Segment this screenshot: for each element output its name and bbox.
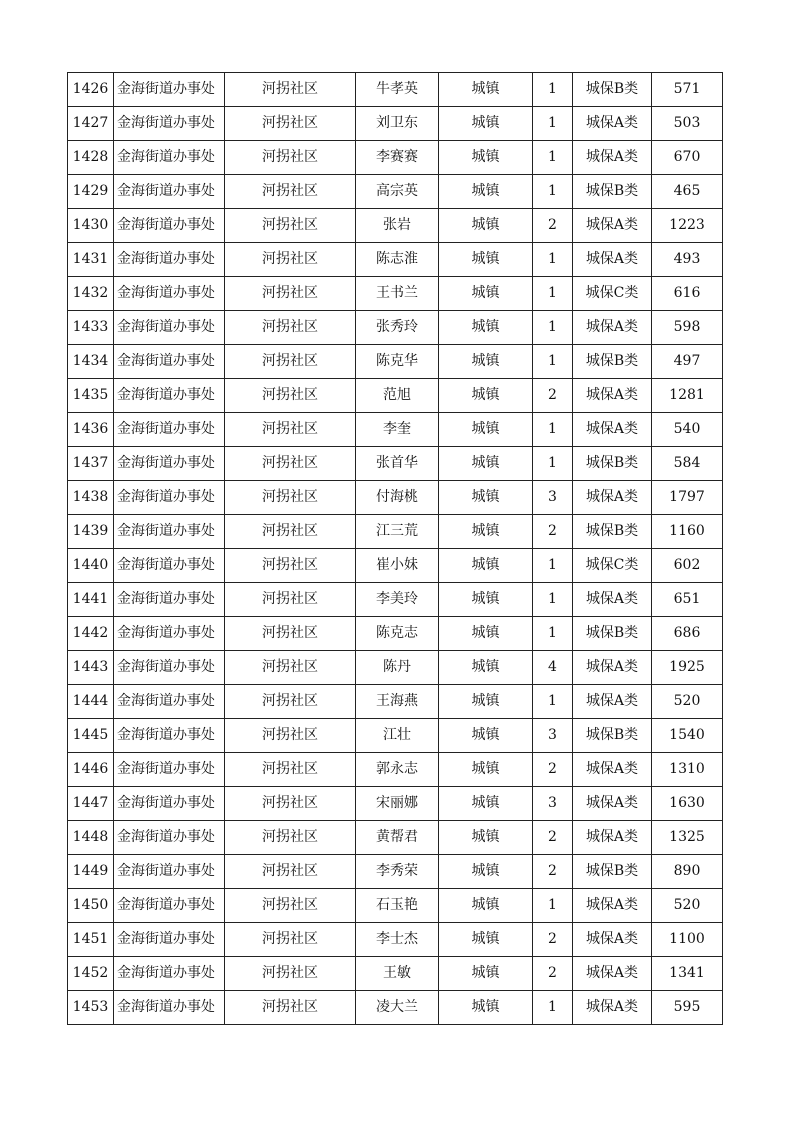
street-office-cell: 金海街道办事处	[114, 209, 225, 243]
community-cell: 河拐社区	[225, 889, 356, 923]
category-cell: 城保A类	[573, 311, 652, 345]
category-cell: 城保A类	[573, 821, 652, 855]
residence-type-cell: 城镇	[439, 107, 533, 141]
residence-type-cell: 城镇	[439, 379, 533, 413]
row-number-cell: 1441	[68, 583, 114, 617]
row-number-cell: 1437	[68, 447, 114, 481]
community-cell: 河拐社区	[225, 515, 356, 549]
name-cell: 陈克志	[356, 617, 439, 651]
row-number-cell: 1432	[68, 277, 114, 311]
name-cell: 李奎	[356, 413, 439, 447]
community-cell: 河拐社区	[225, 991, 356, 1025]
street-office-cell: 金海街道办事处	[114, 957, 225, 991]
table-row	[68, 957, 723, 991]
row-number-cell: 1434	[68, 345, 114, 379]
row-number-cell: 1430	[68, 209, 114, 243]
row-number-cell: 1446	[68, 753, 114, 787]
name-cell: 张首华	[356, 447, 439, 481]
amount-cell: 1797	[652, 481, 723, 515]
residence-type-cell: 城镇	[439, 73, 533, 107]
row-number-cell: 1433	[68, 311, 114, 345]
category-cell: 城保B类	[573, 515, 652, 549]
street-office-cell: 金海街道办事处	[114, 583, 225, 617]
category-cell: 城保A类	[573, 957, 652, 991]
name-cell: 刘卫东	[356, 107, 439, 141]
community-cell: 河拐社区	[225, 107, 356, 141]
row-number-cell: 1452	[68, 957, 114, 991]
row-number-cell: 1439	[68, 515, 114, 549]
category-cell: 城保B类	[573, 73, 652, 107]
street-office-cell: 金海街道办事处	[114, 889, 225, 923]
residence-type-cell: 城镇	[439, 821, 533, 855]
household-count-cell: 1	[533, 685, 573, 719]
household-count-cell: 3	[533, 787, 573, 821]
residence-type-cell: 城镇	[439, 753, 533, 787]
table-row	[68, 243, 723, 277]
community-cell: 河拐社区	[225, 311, 356, 345]
table-row	[68, 107, 723, 141]
row-number-cell: 1431	[68, 243, 114, 277]
table-row	[68, 141, 723, 175]
name-cell: 李秀荣	[356, 855, 439, 889]
row-number-cell: 1453	[68, 991, 114, 1025]
name-cell: 李士杰	[356, 923, 439, 957]
table-row	[68, 821, 723, 855]
table-row	[68, 889, 723, 923]
name-cell: 宋丽娜	[356, 787, 439, 821]
table-row	[68, 311, 723, 345]
residence-type-cell: 城镇	[439, 141, 533, 175]
table-row	[68, 923, 723, 957]
name-cell: 张岩	[356, 209, 439, 243]
amount-cell: 497	[652, 345, 723, 379]
street-office-cell: 金海街道办事处	[114, 855, 225, 889]
row-number-cell: 1429	[68, 175, 114, 209]
category-cell: 城保B类	[573, 855, 652, 889]
category-cell: 城保B类	[573, 345, 652, 379]
amount-cell: 1160	[652, 515, 723, 549]
category-cell: 城保A类	[573, 141, 652, 175]
residence-type-cell: 城镇	[439, 447, 533, 481]
street-office-cell: 金海街道办事处	[114, 719, 225, 753]
street-office-cell: 金海街道办事处	[114, 175, 225, 209]
residence-type-cell: 城镇	[439, 617, 533, 651]
street-office-cell: 金海街道办事处	[114, 923, 225, 957]
street-office-cell: 金海街道办事处	[114, 481, 225, 515]
category-cell: 城保A类	[573, 413, 652, 447]
household-count-cell: 4	[533, 651, 573, 685]
household-count-cell: 3	[533, 481, 573, 515]
category-cell: 城保A类	[573, 243, 652, 277]
household-count-cell: 1	[533, 345, 573, 379]
residence-type-cell: 城镇	[439, 515, 533, 549]
name-cell: 高宗英	[356, 175, 439, 209]
community-cell: 河拐社区	[225, 685, 356, 719]
amount-cell: 1281	[652, 379, 723, 413]
category-cell: 城保A类	[573, 753, 652, 787]
household-count-cell: 1	[533, 889, 573, 923]
row-number-cell: 1444	[68, 685, 114, 719]
household-count-cell: 1	[533, 549, 573, 583]
street-office-cell: 金海街道办事处	[114, 991, 225, 1025]
community-cell: 河拐社区	[225, 277, 356, 311]
residence-type-cell: 城镇	[439, 957, 533, 991]
street-office-cell: 金海街道办事处	[114, 821, 225, 855]
residence-type-cell: 城镇	[439, 855, 533, 889]
household-count-cell: 1	[533, 175, 573, 209]
household-count-cell: 2	[533, 855, 573, 889]
category-cell: 城保A类	[573, 787, 652, 821]
table-row	[68, 175, 723, 209]
name-cell: 王敏	[356, 957, 439, 991]
household-count-cell: 1	[533, 447, 573, 481]
household-count-cell: 2	[533, 821, 573, 855]
community-cell: 河拐社区	[225, 719, 356, 753]
household-count-cell: 2	[533, 753, 573, 787]
amount-cell: 1325	[652, 821, 723, 855]
community-cell: 河拐社区	[225, 855, 356, 889]
name-cell: 陈志淮	[356, 243, 439, 277]
household-count-cell: 1	[533, 277, 573, 311]
community-cell: 河拐社区	[225, 481, 356, 515]
residence-type-cell: 城镇	[439, 651, 533, 685]
table-row	[68, 447, 723, 481]
community-cell: 河拐社区	[225, 141, 356, 175]
table-body	[68, 73, 723, 1025]
amount-cell: 670	[652, 141, 723, 175]
street-office-cell: 金海街道办事处	[114, 107, 225, 141]
name-cell: 张秀玲	[356, 311, 439, 345]
amount-cell: 1341	[652, 957, 723, 991]
amount-cell: 1223	[652, 209, 723, 243]
category-cell: 城保A类	[573, 209, 652, 243]
amount-cell: 890	[652, 855, 723, 889]
amount-cell: 595	[652, 991, 723, 1025]
amount-cell: 493	[652, 243, 723, 277]
roster-table	[67, 72, 723, 1025]
community-cell: 河拐社区	[225, 447, 356, 481]
table-row	[68, 583, 723, 617]
street-office-cell: 金海街道办事处	[114, 447, 225, 481]
street-office-cell: 金海街道办事处	[114, 345, 225, 379]
category-cell: 城保A类	[573, 107, 652, 141]
table-row	[68, 991, 723, 1025]
residence-type-cell: 城镇	[439, 277, 533, 311]
category-cell: 城保A类	[573, 991, 652, 1025]
category-cell: 城保B类	[573, 175, 652, 209]
row-number-cell: 1428	[68, 141, 114, 175]
table-row	[68, 787, 723, 821]
street-office-cell: 金海街道办事处	[114, 141, 225, 175]
row-number-cell: 1426	[68, 73, 114, 107]
name-cell: 李美玲	[356, 583, 439, 617]
amount-cell: 1310	[652, 753, 723, 787]
community-cell: 河拐社区	[225, 73, 356, 107]
community-cell: 河拐社区	[225, 583, 356, 617]
street-office-cell: 金海街道办事处	[114, 379, 225, 413]
row-number-cell: 1440	[68, 549, 114, 583]
street-office-cell: 金海街道办事处	[114, 753, 225, 787]
street-office-cell: 金海街道办事处	[114, 243, 225, 277]
residence-type-cell: 城镇	[439, 549, 533, 583]
community-cell: 河拐社区	[225, 549, 356, 583]
street-office-cell: 金海街道办事处	[114, 413, 225, 447]
amount-cell: 602	[652, 549, 723, 583]
household-count-cell: 2	[533, 515, 573, 549]
community-cell: 河拐社区	[225, 243, 356, 277]
name-cell: 陈克华	[356, 345, 439, 379]
community-cell: 河拐社区	[225, 923, 356, 957]
table-row	[68, 277, 723, 311]
row-number-cell: 1450	[68, 889, 114, 923]
name-cell: 石玉艳	[356, 889, 439, 923]
amount-cell: 520	[652, 889, 723, 923]
household-count-cell: 1	[533, 617, 573, 651]
community-cell: 河拐社区	[225, 821, 356, 855]
street-office-cell: 金海街道办事处	[114, 311, 225, 345]
amount-cell: 584	[652, 447, 723, 481]
name-cell: 江三荒	[356, 515, 439, 549]
amount-cell: 520	[652, 685, 723, 719]
table-row	[68, 617, 723, 651]
community-cell: 河拐社区	[225, 787, 356, 821]
category-cell: 城保A类	[573, 923, 652, 957]
residence-type-cell: 城镇	[439, 413, 533, 447]
community-cell: 河拐社区	[225, 753, 356, 787]
residence-type-cell: 城镇	[439, 345, 533, 379]
amount-cell: 598	[652, 311, 723, 345]
amount-cell: 571	[652, 73, 723, 107]
table-row	[68, 515, 723, 549]
table-row	[68, 379, 723, 413]
street-office-cell: 金海街道办事处	[114, 277, 225, 311]
name-cell: 范旭	[356, 379, 439, 413]
table-row	[68, 73, 723, 107]
residence-type-cell: 城镇	[439, 243, 533, 277]
category-cell: 城保A类	[573, 685, 652, 719]
table-row	[68, 413, 723, 447]
table-row	[68, 345, 723, 379]
residence-type-cell: 城镇	[439, 481, 533, 515]
category-cell: 城保A类	[573, 889, 652, 923]
amount-cell: 503	[652, 107, 723, 141]
category-cell: 城保A类	[573, 583, 652, 617]
row-number-cell: 1442	[68, 617, 114, 651]
household-count-cell: 1	[533, 413, 573, 447]
row-number-cell: 1438	[68, 481, 114, 515]
residence-type-cell: 城镇	[439, 991, 533, 1025]
residence-type-cell: 城镇	[439, 175, 533, 209]
household-count-cell: 1	[533, 141, 573, 175]
household-count-cell: 2	[533, 923, 573, 957]
row-number-cell: 1443	[68, 651, 114, 685]
amount-cell: 465	[652, 175, 723, 209]
name-cell: 付海桃	[356, 481, 439, 515]
household-count-cell: 1	[533, 73, 573, 107]
household-count-cell: 1	[533, 243, 573, 277]
category-cell: 城保C类	[573, 277, 652, 311]
street-office-cell: 金海街道办事处	[114, 73, 225, 107]
amount-cell: 651	[652, 583, 723, 617]
name-cell: 黄帮君	[356, 821, 439, 855]
residence-type-cell: 城镇	[439, 787, 533, 821]
street-office-cell: 金海街道办事处	[114, 549, 225, 583]
street-office-cell: 金海街道办事处	[114, 685, 225, 719]
residence-type-cell: 城镇	[439, 583, 533, 617]
name-cell: 江壮	[356, 719, 439, 753]
street-office-cell: 金海街道办事处	[114, 617, 225, 651]
household-count-cell: 2	[533, 379, 573, 413]
table-row	[68, 651, 723, 685]
household-count-cell: 1	[533, 583, 573, 617]
residence-type-cell: 城镇	[439, 889, 533, 923]
name-cell: 李赛赛	[356, 141, 439, 175]
street-office-cell: 金海街道办事处	[114, 787, 225, 821]
household-count-cell: 2	[533, 209, 573, 243]
name-cell: 陈丹	[356, 651, 439, 685]
category-cell: 城保A类	[573, 651, 652, 685]
name-cell: 王海燕	[356, 685, 439, 719]
community-cell: 河拐社区	[225, 413, 356, 447]
category-cell: 城保B类	[573, 447, 652, 481]
row-number-cell: 1435	[68, 379, 114, 413]
residence-type-cell: 城镇	[439, 719, 533, 753]
category-cell: 城保B类	[573, 719, 652, 753]
row-number-cell: 1447	[68, 787, 114, 821]
name-cell: 崔小妹	[356, 549, 439, 583]
name-cell: 王书兰	[356, 277, 439, 311]
community-cell: 河拐社区	[225, 379, 356, 413]
name-cell: 凌大兰	[356, 991, 439, 1025]
residence-type-cell: 城镇	[439, 209, 533, 243]
community-cell: 河拐社区	[225, 175, 356, 209]
community-cell: 河拐社区	[225, 617, 356, 651]
residence-type-cell: 城镇	[439, 923, 533, 957]
community-cell: 河拐社区	[225, 957, 356, 991]
household-count-cell: 1	[533, 107, 573, 141]
row-number-cell: 1451	[68, 923, 114, 957]
category-cell: 城保A类	[573, 481, 652, 515]
table-row	[68, 719, 723, 753]
table-row	[68, 549, 723, 583]
row-number-cell: 1449	[68, 855, 114, 889]
amount-cell: 1100	[652, 923, 723, 957]
table-row	[68, 753, 723, 787]
category-cell: 城保B类	[573, 617, 652, 651]
name-cell: 郭永志	[356, 753, 439, 787]
amount-cell: 1630	[652, 787, 723, 821]
table-row	[68, 855, 723, 889]
category-cell: 城保C类	[573, 549, 652, 583]
household-count-cell: 1	[533, 311, 573, 345]
household-count-cell: 3	[533, 719, 573, 753]
amount-cell: 540	[652, 413, 723, 447]
residence-type-cell: 城镇	[439, 311, 533, 345]
category-cell: 城保A类	[573, 379, 652, 413]
household-count-cell: 2	[533, 957, 573, 991]
row-number-cell: 1448	[68, 821, 114, 855]
table-row	[68, 209, 723, 243]
amount-cell: 1925	[652, 651, 723, 685]
amount-cell: 686	[652, 617, 723, 651]
amount-cell: 616	[652, 277, 723, 311]
household-count-cell: 1	[533, 991, 573, 1025]
name-cell: 牛孝英	[356, 73, 439, 107]
residence-type-cell: 城镇	[439, 685, 533, 719]
row-number-cell: 1427	[68, 107, 114, 141]
community-cell: 河拐社区	[225, 651, 356, 685]
community-cell: 河拐社区	[225, 209, 356, 243]
community-cell: 河拐社区	[225, 345, 356, 379]
table-row	[68, 685, 723, 719]
row-number-cell: 1436	[68, 413, 114, 447]
table-row	[68, 481, 723, 515]
amount-cell: 1540	[652, 719, 723, 753]
row-number-cell: 1445	[68, 719, 114, 753]
street-office-cell: 金海街道办事处	[114, 515, 225, 549]
street-office-cell: 金海街道办事处	[114, 651, 225, 685]
